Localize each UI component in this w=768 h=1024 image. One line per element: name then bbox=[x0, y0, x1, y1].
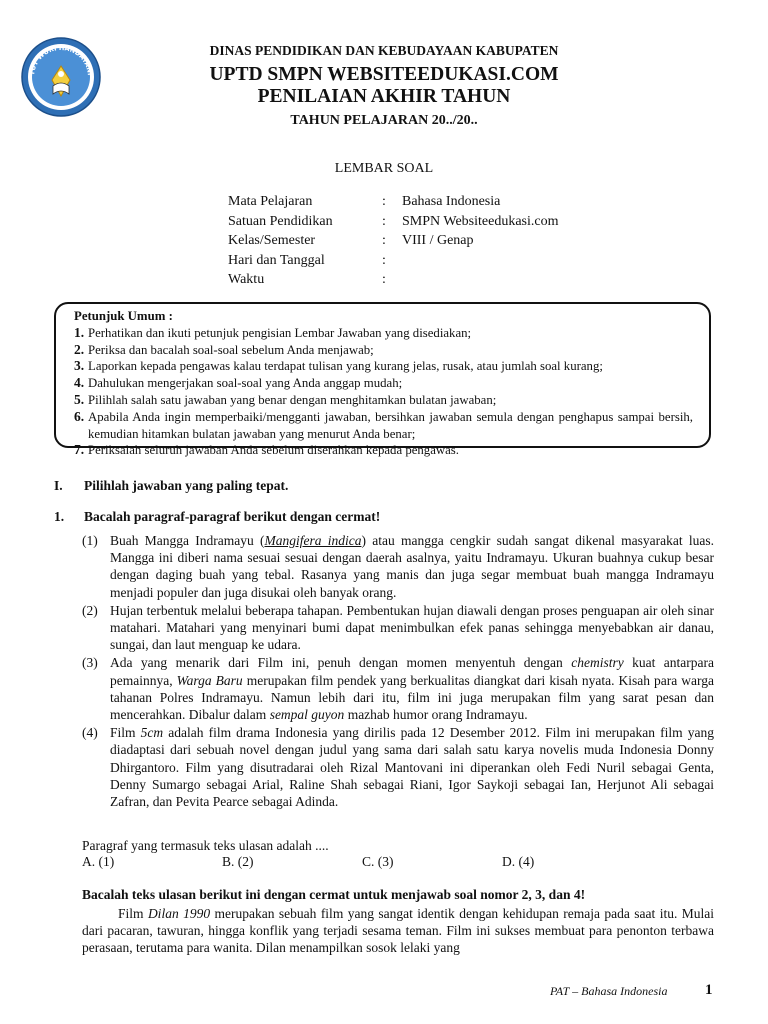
paragraph-3: (3) Ada yang menarik dari Film ini, penuh dengan momen menyentuh dengan chemistry kuat antarpara pemainnya, Warga Baru merupakan film pendek yang berkualitas diangkat dari kisah nyata. Kisah para warga tahanan Polres Indramayu. Namun lebih dari itu, film ini juga merupakan film yang sarat pesan dan mencerahkan. Dibalur dalam sempal guyon mazhab humor orang Indramayu. bbox=[82, 655, 715, 723]
meta-key: Satuan Pendidikan bbox=[228, 213, 333, 229]
exam-meta bbox=[228, 192, 559, 290]
logo-motto: TUT WURI HANDAYANI bbox=[28, 43, 94, 76]
instruction-item: 2. Periksa dan bacalah soal-soal sebelum Anda menjawab; bbox=[74, 341, 374, 357]
meta-row: Kelas/Semester : VIII / Genap bbox=[228, 231, 559, 251]
instruction-questions-2-4: Bacalah teks ulasan berikut ini dengan cermat untuk menjawab soal nomor 2, 3, dan 4! bbox=[82, 887, 586, 902]
header-line-3: PENILAIAN AKHIR TAHUN bbox=[257, 86, 511, 107]
meta-row: Mata Pelajaran : Bahasa Indonesia bbox=[228, 192, 559, 212]
header-line-2: UPTD SMPN WEBSITEEDUKASI.COM bbox=[209, 64, 559, 85]
option-d[interactable]: D. (4) bbox=[502, 854, 535, 869]
paragraph-4: (4) Film 5cm adalah film drama Indonesia yang dirilis pada 12 Desember 2012. Film ini merupakan film yang diadaptasi dari sebuah novel dengan judul yang sama dari salah satu karya novelis muda Indonesia Donny Dhirgantoro. Film yang disutradarai oleh Rizal Mantovani ini diperankan oleh Fedi Nuril sebagai Genta, Denny Sumargo sebagai Arial, Raline Shah sebagai Riani, Igor Saykoji sebagai Ian, Herjunot Ali sebagai Zafran, dan Pevita Pearce sebagai Adinda. bbox=[82, 725, 714, 810]
meta-value: SMPN Websiteedukasi.com bbox=[402, 213, 559, 229]
meta-row: Hari dan Tanggal : bbox=[228, 251, 559, 271]
question-1-prompt: Paragraf yang termasuk teks ulasan adalah .... bbox=[82, 838, 329, 853]
instruction-item: 7. Periksalah seluruh jawaban Anda sebelum diserahkan kepada pengawas. bbox=[74, 442, 459, 458]
option-c[interactable]: C. (3) bbox=[362, 854, 394, 869]
page-number: 1 bbox=[705, 982, 713, 998]
paragraph-2: (2) Hujan terbentuk melalui beberapa tahapan. Pembentukan hujan diawali dengan proses penguapan air oleh sinar matahari. Matahari yang menyinari bumi dapat menimbulkan efek panas sehingga menyebabkan air danau, sungai, dan laut menguap ke udara. bbox=[82, 602, 714, 653]
meta-value: Bahasa Indonesia bbox=[402, 194, 501, 209]
doc-title: LEMBAR SOAL bbox=[334, 161, 434, 176]
instruction-item: 3. Laporkan kepada pengawas kalau terdapat tulisan yang kurang jelas, rusak, atau jumlah soal kurang; bbox=[74, 358, 603, 374]
header-line-1: DINAS PENDIDIKAN DAN KEBUDAYAAN KABUPATEN bbox=[209, 43, 559, 58]
instructions-box bbox=[54, 302, 711, 458]
meta-key: Hari dan Tanggal bbox=[228, 252, 325, 268]
meta-key: Mata Pelajaran bbox=[228, 194, 313, 209]
option-b[interactable]: B. (2) bbox=[222, 854, 254, 869]
instructions-title: Petunjuk Umum : bbox=[74, 309, 173, 323]
instruction-item: 6. Apabila Anda ingin memperbaiki/mengganti jawaban, bersihkan jawaban semula dengan penghapus sampai bersih, kemudian hitamkan bulatan jawaban yang menurut Anda benar; bbox=[74, 408, 693, 441]
meta-key: Kelas/Semester bbox=[228, 233, 316, 248]
instruction-item: 5. Pilihlah salah satu jawaban yang benar dengan menghitamkan bulatan jawaban; bbox=[74, 391, 497, 407]
review-text: Film Dilan 1990 merupakan sebuah film yang sangat identik dengan kehidupan remaja pada saat itu. Mulai dari pacaran, tawuran, hingga konflik yang terjadi sesama teman. Film ini sukses membuat para penonton terbawa perasaan, terutama para wanita. Dilan menampilkan sosok lelaki yang bbox=[82, 906, 714, 956]
meta-row: Waktu : bbox=[228, 270, 559, 290]
question-1-paragraphs bbox=[82, 532, 714, 811]
header-line-4: TAHUN PELAJARAN 20../20.. bbox=[290, 113, 478, 128]
paragraph-1: (1) Buah Mangga Indramayu (Mangifera indica) atau mangga cengkir sudah sangat dikenal masyarakat luas. Mangga ini diberi nama sesuai sesuai dengan daerah asalnya, yaitu Indramayu. Ukuran buahnya cukup besar dengan daging buah yang tebal. Rasanya yang manis dan juga segar membuat buah mangga Indramayu menjadi populer dan juga disukai oleh banyak orang. bbox=[82, 533, 714, 600]
meta-value: VIII / Genap bbox=[402, 233, 474, 248]
footer-label: PAT – Bahasa Indonesia bbox=[550, 984, 668, 998]
question-1-heading: 1. Bacalah paragraf-paragraf berikut dengan cermat! bbox=[54, 509, 381, 524]
meta-key: Waktu bbox=[228, 272, 265, 287]
instruction-item: 1. Perhatikan dan ikuti petunjuk pengisian Lembar Jawaban yang disediakan; bbox=[74, 324, 472, 340]
instruction-item: 4. Dahulukan mengerjakan soal-soal yang Anda anggap mudah; bbox=[74, 375, 403, 391]
meta-row: Satuan Pendidikan : SMPN Websiteedukasi.com bbox=[228, 212, 559, 232]
section-heading: I. Pilihlah jawaban yang paling tepat. bbox=[54, 478, 289, 493]
question-1-options bbox=[82, 854, 642, 870]
option-a[interactable]: A. (1) bbox=[82, 854, 115, 869]
